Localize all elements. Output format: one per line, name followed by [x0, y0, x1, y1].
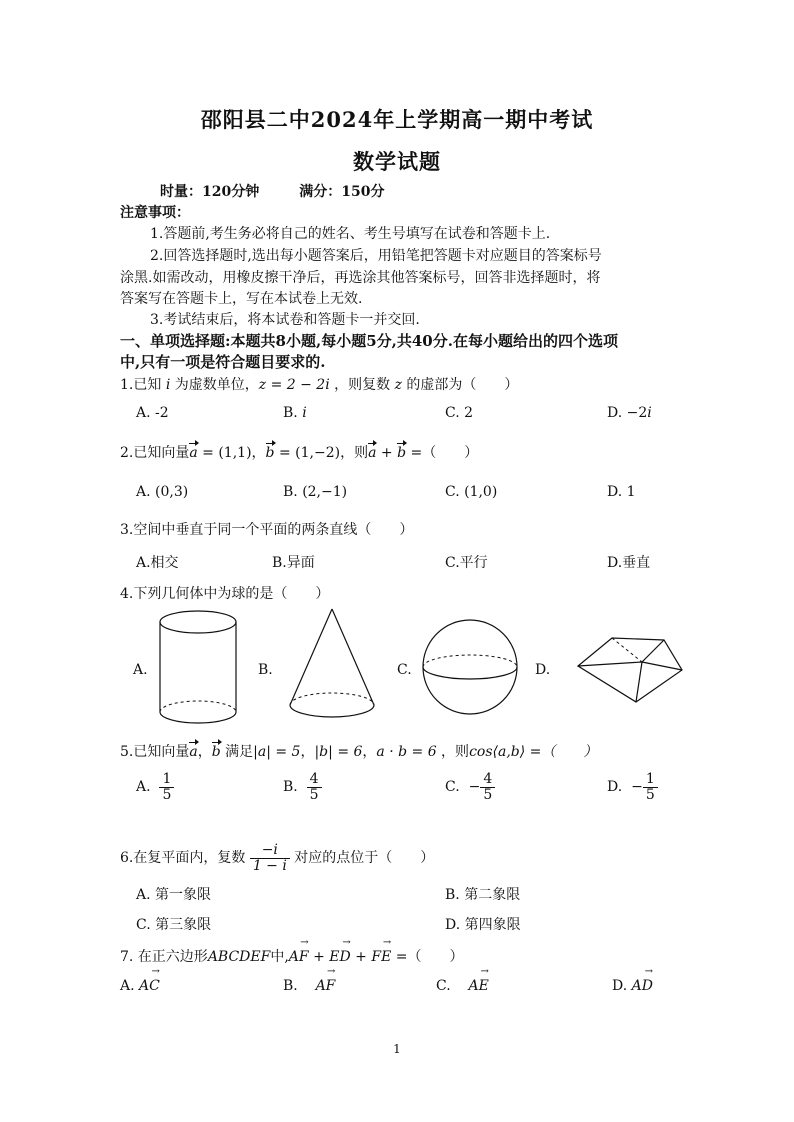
q1-option-a[interactable]: A. -2 [136, 405, 169, 421]
q7-option-a[interactable]: A. AC → [120, 978, 160, 994]
exam-title: 邵阳县二中2024年上学期高一期中考试 [200, 107, 594, 132]
q1-option-d[interactable]: D. −2i [607, 405, 652, 421]
q4-option-b[interactable]: B. [258, 662, 273, 678]
question-6: 6.在复平面内，复数 $\frac{-i}{1 - i}$ 对应的点位于（ ） [120, 842, 435, 874]
q6-option-a[interactable]: A. 第一象限 [136, 887, 212, 903]
question-7: 7. 在正六边形ABCDEF中,AF → + ED → + FE → =（ ） [120, 946, 463, 966]
q2-option-b[interactable]: B. (2,−1) [283, 484, 348, 500]
q5-option-b[interactable]: B. $\frac{4}{5}$ [283, 772, 322, 802]
q7-option-b[interactable]: B. AF → [283, 978, 335, 994]
q7-option-d[interactable]: D. AD → [612, 978, 653, 994]
question-1: 1.已知 i 为虚数单位，z = 2 − 2i ，则复数 z 的虚部为（ ） [120, 377, 519, 393]
question-5: 5.已知向量a，b 满足|a| = 5，|b| = 6，a · b = 6 ，则cos⟨a,b⟩ =（ ） [120, 744, 598, 760]
full-score: 满分：150分 [299, 184, 385, 200]
exam-subtitle: 数学试题 [353, 149, 441, 174]
section-1-heading-2: 中,只有一项是符合题目要求的. [120, 353, 326, 371]
question-3: 3.空间中垂直于同一个平面的两条直线（ ） [120, 522, 414, 538]
q2-option-c[interactable]: C. (1,0) [445, 484, 498, 500]
sphere-figure [418, 615, 522, 719]
notice-line-3: 3.考试结束后，将本试卷和答题卡一并交回. [150, 312, 420, 328]
q3-option-d[interactable]: D.垂直 [607, 555, 651, 571]
notice-line-2c: 答案写在答题卡上，写在本试卷上无效. [120, 291, 363, 307]
notice-line-1: 1.答题前,考生务必将自己的姓名、考生号填写在试卷和答题卡上. [150, 226, 551, 242]
q2-option-a[interactable]: A. (0,3) [136, 484, 189, 500]
q5-option-c[interactable]: C. − $\frac{4}{5}$ [445, 772, 495, 802]
page-number: 1 [393, 1042, 401, 1056]
exam-meta [160, 181, 384, 201]
section-1-heading-1: 一、单项选择题:本题共8小题,每小题5分,共40分.在每小题给出的四个选项 [120, 332, 618, 350]
polyhedron-figure [572, 632, 688, 708]
q2-option-d[interactable]: D. 1 [607, 484, 636, 500]
q3-option-a[interactable]: A.相交 [136, 555, 179, 571]
cylinder-figure [152, 605, 244, 727]
q6-option-c[interactable]: C. 第三象限 [136, 917, 212, 933]
notice-line-2a: 2.回答选择题时,选出每小题答案后，用铅笔把答题卡对应题目的答案标号 [150, 248, 602, 264]
q4-option-c[interactable]: C. [397, 662, 412, 678]
q4-option-d[interactable]: D. [535, 662, 551, 678]
notice-line-2b: 涂黑.如需改动，用橡皮擦干净后，再选涂其他答案标号，回答非选择题时，将 [120, 270, 601, 286]
q3-option-c[interactable]: C.平行 [445, 555, 488, 571]
cone-figure [284, 605, 380, 723]
question-2: 2.已知向量a = (1,1)，b = (1,−2)，则a + b =（ ） [120, 445, 479, 461]
q6-option-d[interactable]: D. 第四象限 [445, 917, 521, 933]
q5-option-a[interactable]: A. $\frac{1}{5}$ [136, 772, 174, 802]
q1-option-b[interactable]: B. i [283, 405, 307, 421]
q7-option-c[interactable]: C. AE → [436, 978, 489, 994]
notice-heading: 注意事项： [120, 205, 190, 221]
q3-option-b[interactable]: B.异面 [272, 555, 315, 571]
q6-option-b[interactable]: B. 第二象限 [445, 887, 521, 903]
time-limit: 时量：120分钟 [160, 184, 260, 200]
q1-option-c[interactable]: C. 2 [445, 405, 474, 421]
question-4: 4.下列几何体中为球的是（ ） [120, 586, 330, 602]
q1-equation: z = 2 − 2i [258, 377, 330, 393]
q4-option-a[interactable]: A. [133, 662, 148, 678]
q5-option-d[interactable]: D. − $\frac{1}{5}$ [607, 772, 658, 802]
